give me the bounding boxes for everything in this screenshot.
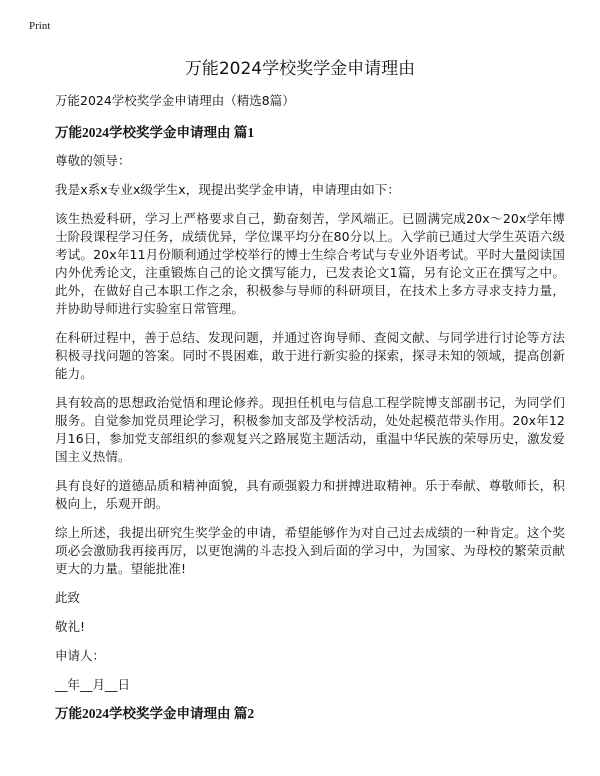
closing-salute: 敬礼! (55, 619, 86, 634)
date-line: __年__月__日 (55, 677, 131, 692)
body-paragraph: 综上所述，我提出研究生奖学金的申请，希望能够作为对自己过去成绩的一种肯定。这个奖项必会激励我再接再厉，以更饱满的斗志投入到后面的学习中，为国家、为母校的繁荣贡献更大的力量。望能批准! (55, 525, 565, 576)
closing-line: 此致 (55, 590, 81, 605)
applicant-line: 申请人： (55, 648, 106, 663)
section-heading-2: 万能2024学校奖学金申请理由 篇2 (55, 706, 255, 721)
body-paragraph: 具有良好的道德品质和精神面貌，具有顽强毅力和拼搏进取精神。乐于奉献、尊敬师长，积极向上，乐观开朗。 (55, 478, 565, 511)
print-label[interactable]: Print (29, 20, 51, 32)
section-heading-1: 万能2024学校奖学金申请理由 篇1 (55, 125, 255, 140)
salutation: 尊敬的领导： (55, 153, 131, 168)
body-paragraph: 具有较高的思想政治觉悟和理论修养。现担任机电与信息工程学院博支部副书记，为同学们服务。自觉参加党员理论学习，积极参加支部及学校活动，处处起模范带头作用。20x年12月16日，参加党支部组织的参观复兴之路展览主题活动，重温中华民族的荣辱历史，激发爱国主义热情。 (55, 395, 565, 464)
intro-paragraph: 我是x系x专业x级学生x，现提出奖学金申请，申请理由如下： (55, 182, 400, 197)
subtitle: 万能2024学校奖学金申请理由（精选8篇） (55, 93, 295, 108)
body-paragraph: 该生热爱科研，学习上严格要求自己，勤奋刻苦，学风端正。已圆满完成20x～20x学年博士阶段课程学习任务，成绩优异，学位课平均分在80分以上。入学前已通过大学生英语六级考试。20x年11月份顺利通过学校举行的博士生综合考试与专业外语考试。平时大量阅读国内外优秀论文，注重锻炼自己的论文撰写能力，已发表论文1篇，另有论文正在撰写之中。此外，在做好自己本职工作之余，积极参与导师的科研项目，在技术上多方寻求支持力量，并协助导师进行实验室日常管理。 (55, 211, 565, 316)
page-title: 万能2024学校奖学金申请理由 (184, 59, 416, 79)
document-body (55, 92, 565, 733)
body-paragraph: 在科研过程中，善于总结、发现问题，并通过咨询导师、查阅文献、与同学进行讨论等方法积极寻找问题的答案。同时不畏困难，敢于进行新实验的探索，探寻未知的领域，提高创新能力。 (55, 330, 565, 381)
